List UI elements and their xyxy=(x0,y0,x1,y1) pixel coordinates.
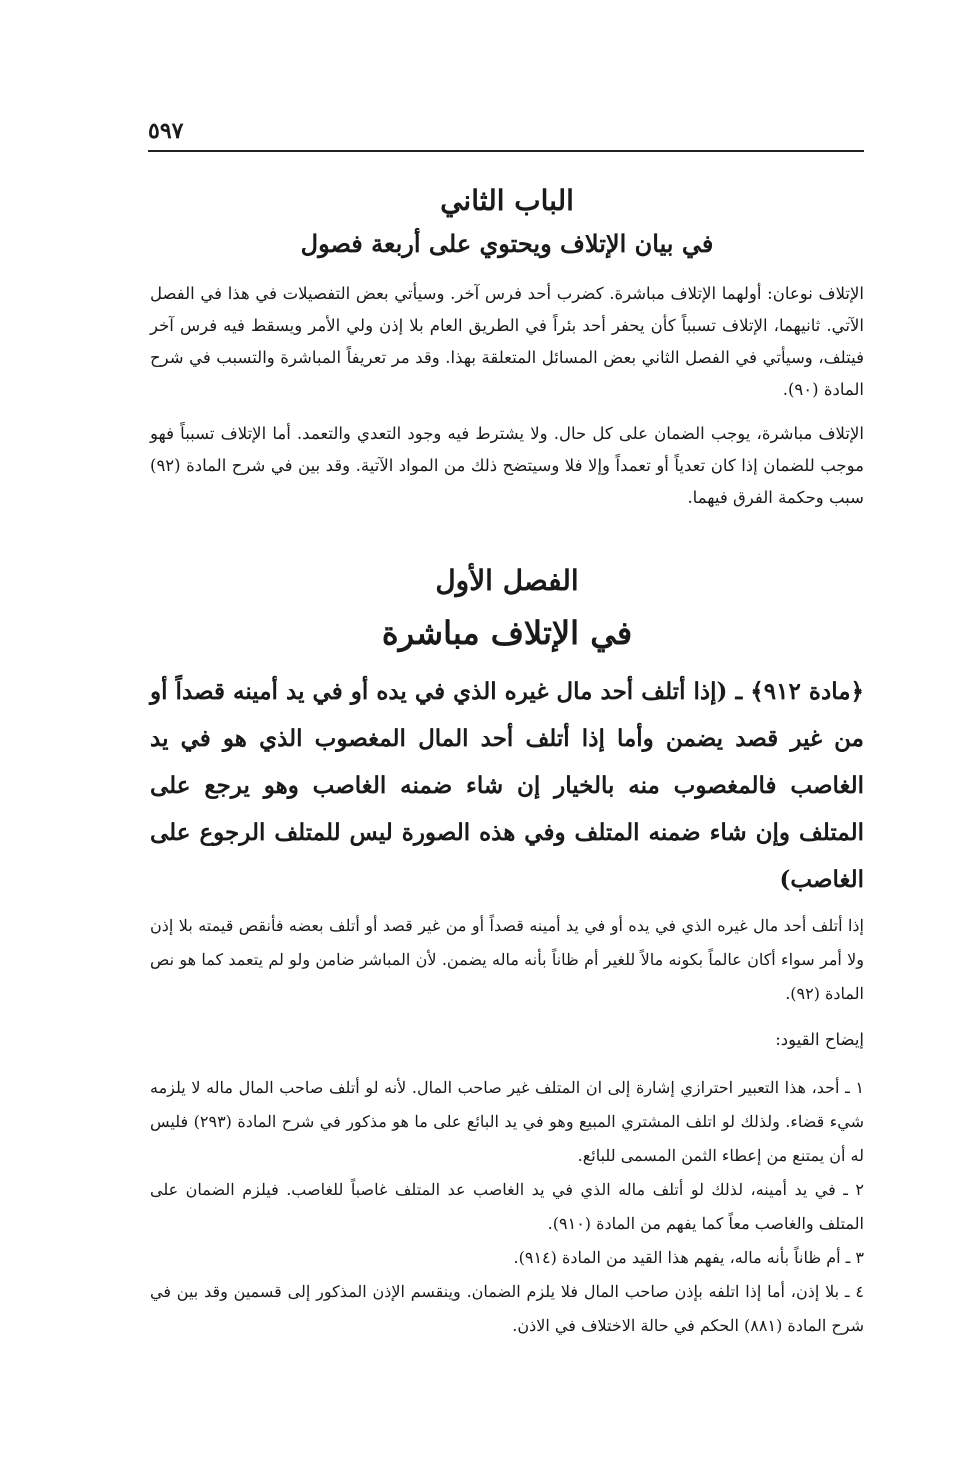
clarification-item: ٢ ـ في يد أمينه، لذلك لو أتلف ماله الذي في يد الغاصب عد المتلف غاصباً للغاصب. فيلزم الضمان على المتلف والغاصب معاً كما يفهم من المادة (٩١٠). xyxy=(150,1180,864,1233)
intro-paragraph: الإتلاف نوعان: أولهما الإتلاف مباشرة. كضرب أحد فرس آخر. وسيأتي بعض التفصيلات في هذا في الفصل الآتي. ثانيهما، الإتلاف تسبباً كأن يحفر أحد بئراً في الطريق العام بلا إذن ولي الأمر ويسقط فيه فرس آخر فيتلف، وسيأتي في الفصل الثاني بعض المسائل المتعلقة بهذا. وقد مر تعريفاً المباشرة والتسبب في شرح المادة (٩٠). xyxy=(150,284,864,399)
clarifications-heading: إيضاح القيود: xyxy=(775,1030,864,1049)
page-number: ٥٩٧ xyxy=(148,118,184,144)
chapter-title: الباب الثاني xyxy=(440,184,574,217)
chapter-subtitle: في بيان الإتلاف ويحتوي على أربعة فصول xyxy=(300,229,714,258)
section-subtitle: في الإتلاف مباشرة xyxy=(381,614,633,652)
page-header xyxy=(148,118,864,152)
section-title: الفصل الأول xyxy=(435,564,579,597)
page-content xyxy=(150,180,864,1343)
article-912-text: ﴿مادة ٩١٢﴾ ـ (إذا أتلف أحد مال غيره الذي في يده أو في يد أمينه قصداً أو من غير قصد يضمن وأما إذا أتلف أحد المال المغصوب الذي هو في يد الغاصب فالمغصوب منه بالخيار إن شاء ضمنه الغاصب وهو يرجع على المتلف وإن شاء ضمنه المتلف وفي هذه الصورة ليس للمتلف الرجوع على الغاصب) xyxy=(150,678,864,893)
clarification-item: ١ ـ أحد، هذا التعبير احترازي إشارة إلى ان المتلف غير صاحب المال. لأنه لو أتلف صاحب المال ماله لا يلزمه شيء قضاء. ولذلك لو اتلف المشتري المبيع وهو في يد البائع على ما هو مذكور في شرح المادة (٢٩٣) فليس له أن يمتنع من إعطاء الثمن المسمى للبائع. xyxy=(150,1078,865,1165)
clarification-item: ٤ ـ بلا إذن، أما إذا اتلفه بإذن صاحب المال فلا يلزم الضمان. وينقسم الإذن المذكور إلى قسمين وقد بين في شرح المادة (٨٨١) الحكم في حالة الاختلاف في الاذن. xyxy=(150,1282,865,1335)
commentary-paragraph: إذا أتلف أحد مال غيره الذي في يده أو في يد أمينه قصداً أو من غير قصد أو أتلف بعضه فأنقص قيمته بلا إذن ولا أمر سواء أكان عالماً بكونه مالاً للغير أم ظاناً بأنه ماله يضمن. لأن المباشر ضامن ولو لم يتعمد كما هو نص المادة (٩٢). xyxy=(150,916,864,1003)
clarification-item: ٣ ـ أم ظاناً بأنه ماله، يفهم هذا القيد من المادة (٩١٤). xyxy=(513,1248,864,1267)
intro-paragraph: الإتلاف مباشرة، يوجب الضمان على كل حال. ولا يشترط فيه وجود التعدي والتعمد. أما الإتلاف تسبباً فهو موجب للضمان إذا كان تعدياً أو تعمداً وإلا فلا وسيتضح ذلك من المواد الآتية. وقد بين في شرح المادة (٩٢) سبب وحكمة الفرق فيهما. xyxy=(150,424,864,507)
